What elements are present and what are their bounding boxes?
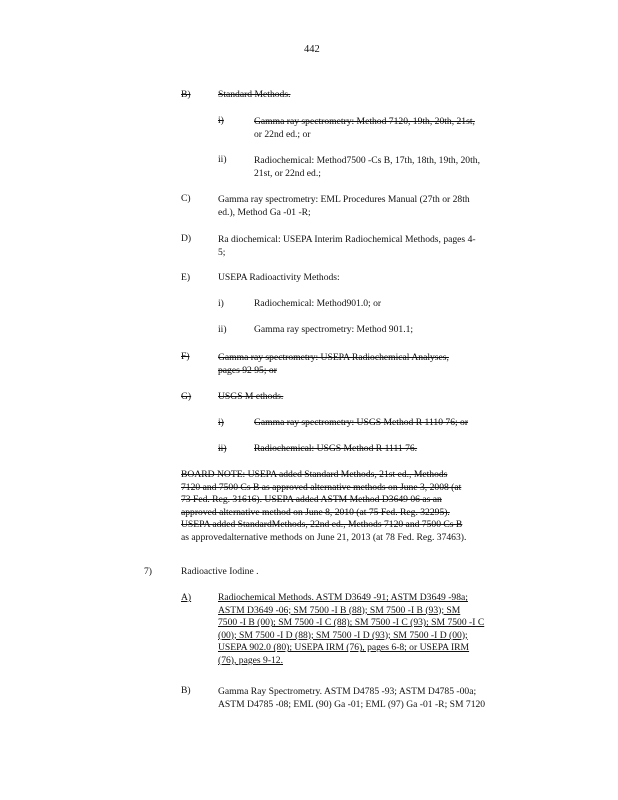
item-b-text: Standard Methods. <box>218 89 291 100</box>
item-e-ii-label: ii) <box>218 324 227 335</box>
item-b-i-text <box>254 115 475 141</box>
item-c-text <box>218 193 470 219</box>
item-7a-line1: Radiochemical Methods. ASTM D3649 -91; ASTM D3649 -98a; <box>218 592 468 603</box>
item-b-label: B) <box>181 89 191 100</box>
item-f-text <box>218 351 449 377</box>
item-e-ii-text: Gamma ray spectrometry: Method 901.1; <box>254 324 414 335</box>
item-e-i-label: i) <box>218 298 224 309</box>
item-7a-line5: USEPA 902.0 (80); USEPA IRM (76), pages 6-8; or USEPA IRM <box>218 642 470 654</box>
page-number: 442 <box>304 44 320 55</box>
item-f-line1: Gamma ray spectrometry: USEPA Radiochemical Analyses, <box>218 352 449 363</box>
item-7a-line6: (76), pages 9-12. <box>218 654 284 666</box>
item-b-i-line1: Gamma ray spectrometry: Method 7120, 19th, 20th, 21st, <box>254 116 475 127</box>
item-7b-label: B) <box>181 685 191 696</box>
item-g-i-label: i) <box>218 417 224 428</box>
item-b-i-label: i) <box>218 115 224 126</box>
section-7-label: 7) <box>144 566 152 577</box>
item-7a-text <box>218 592 484 668</box>
item-d-text <box>218 233 476 259</box>
item-e-i-text: Radiochemical: Method901.0; or <box>254 298 382 309</box>
section-7-title: Radioactive Iodine . <box>181 566 259 577</box>
item-f-label: F) <box>181 351 190 362</box>
item-b-ii-line1: Radiochemical: Method7500 -Cs B, 17th, 18th, 19th, 20th, <box>254 155 480 166</box>
board-note-line1: BOARD NOTE: USEPA added Standard Methods, 21st ed., Methods <box>181 469 448 480</box>
item-7a-line3: 7500 -I B (00); SM 7500 -I C (88); SM 7500 -I C (93); SM 7500 -I C <box>218 617 485 629</box>
item-c-label: C) <box>181 193 191 204</box>
item-g-ii-text: Radiochemical: USGS Method R 1111 76. <box>254 443 418 454</box>
item-g-text: USGS M ethods. <box>218 391 284 402</box>
item-b-ii-line2: 21st, or 22nd ed.; <box>254 168 321 179</box>
item-e-label: E) <box>181 272 191 283</box>
item-f-line2: pages 92 95; or <box>218 365 277 376</box>
item-g-i-text: Gamma ray spectrometry: USGS Method R 1110 76; or <box>254 417 469 428</box>
item-7a-label: A) <box>181 592 192 603</box>
board-note <box>181 469 531 545</box>
item-7a-line4: (00); SM 7500 -I D (88); SM 7500 -I D (93); SM 7500 -I D (00); <box>218 629 468 641</box>
item-g-label: G) <box>181 391 192 402</box>
board-note-line5: USEPA added StandardMethods, 22nd ed., Methods 7120 and 7500 Cs B <box>181 519 463 531</box>
item-7b-line1: Gamma Ray Spectrometry. ASTM D4785 -93; ASTM D4785 -00a; <box>218 686 477 697</box>
item-d-line1: Ra diochemical: USEPA Interim Radiochemical Methods, pages 4- <box>218 234 476 245</box>
board-note-line6: as approvedalternative methods on June 21, 2013 (at 78 Fed. Reg. 37463). <box>181 531 467 543</box>
item-b-ii-label: ii) <box>218 154 227 165</box>
item-7b-line2: ASTM D4785 -08; EML (90) Ga -01; EML (97) Ga -01 -R; SM 7120 <box>218 699 486 710</box>
item-b-i-line2: or 22nd ed.; or <box>254 129 311 140</box>
item-7a-line2: ASTM D3649 -06; SM 7500 -I B (88); SM 7500 -I B (93); SM <box>218 604 461 616</box>
item-g-ii-label: ii) <box>218 443 227 454</box>
board-note-line3: 73 Fed. Reg. 31616). USEPA added ASTM Method D3649 06 as an <box>181 494 442 506</box>
item-d-line2: 5; <box>218 247 226 258</box>
item-b-ii-text <box>254 154 480 180</box>
item-c-line2: ed.), Method Ga -01 -R; <box>218 207 311 218</box>
item-e-text: USEPA Radioactivity Methods: <box>218 272 340 283</box>
item-c-line1: Gamma ray spectrometry: EML Procedures Manual (27th or 28th <box>218 194 470 205</box>
board-note-line2: 7120 and 7500 Cs B as approved alternative methods on June 3, 2008 (at <box>181 481 462 493</box>
item-d-label: D) <box>181 233 192 244</box>
board-note-line4: approved alternative method on June 8, 2010 (at 75 Fed. Reg. 32295). <box>181 506 450 518</box>
item-7b-text <box>218 685 485 711</box>
